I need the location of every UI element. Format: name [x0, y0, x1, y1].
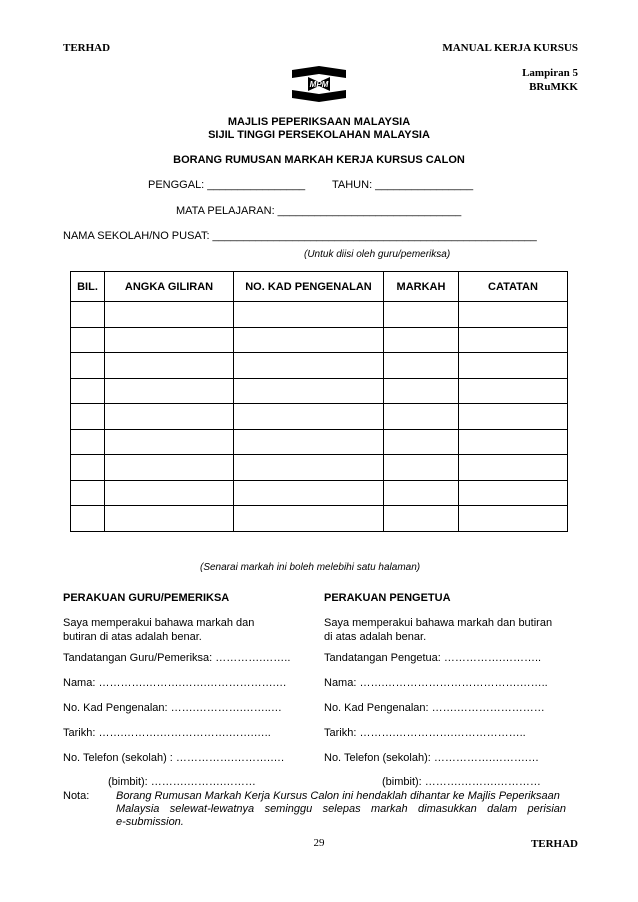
column-header-bil: BIL. — [71, 272, 105, 302]
table-cell[interactable] — [105, 455, 234, 481]
table-cell[interactable] — [105, 378, 234, 404]
table-cell[interactable] — [384, 429, 459, 455]
table-row — [71, 480, 568, 506]
teacher-phone-field[interactable]: No. Telefon (sekolah) : …………….……….…. — [63, 752, 285, 764]
table-cell[interactable] — [384, 378, 459, 404]
principal-ic-field[interactable]: No. Kad Pengenalan: …….…………………… — [324, 702, 545, 714]
principal-phone-field[interactable]: No. Telefon (sekolah): …………….……….… — [324, 752, 539, 764]
table-cell[interactable] — [384, 404, 459, 430]
teacher-declaration — [63, 592, 313, 788]
footer-right-label: TERHAD — [530, 838, 578, 850]
principal-signature-field[interactable]: Tandatangan Pengetua: …………….……….. — [324, 652, 542, 664]
table-cell[interactable] — [71, 404, 105, 430]
table-cell[interactable] — [384, 302, 459, 328]
page-number: 29 — [313, 837, 325, 849]
principal-declaration-title: PERAKUAN PENGETUA — [324, 592, 451, 604]
principal-statement-line-2: di atas adalah benar. — [324, 631, 427, 643]
note-text — [116, 790, 566, 829]
table-cell[interactable] — [105, 429, 234, 455]
fill-note: (Untuk diisi oleh guru/pemeriksa) — [304, 249, 451, 260]
column-header-angka-giliran: ANGKA GILIRAN — [105, 272, 234, 302]
table-cell[interactable] — [459, 327, 568, 353]
teacher-declaration-title: PERAKUAN GURU/PEMERIKSA — [63, 592, 230, 604]
table-cell[interactable] — [71, 353, 105, 379]
table-cell[interactable] — [105, 404, 234, 430]
table-header-row — [71, 272, 568, 302]
mpm-logo — [290, 64, 348, 104]
table-cell[interactable] — [459, 353, 568, 379]
table-cell[interactable] — [71, 378, 105, 404]
table-cell[interactable] — [71, 480, 105, 506]
table-row — [71, 353, 568, 379]
table-cell[interactable] — [105, 327, 234, 353]
appendix-code: BRuMKK — [529, 81, 578, 93]
table-cell[interactable] — [234, 455, 384, 481]
table-cell[interactable] — [71, 327, 105, 353]
table-cell[interactable] — [459, 302, 568, 328]
table-row — [71, 327, 568, 353]
penggal-field[interactable]: PENGGAL: ________________ — [148, 179, 306, 191]
table-cell[interactable] — [459, 404, 568, 430]
marks-table — [70, 271, 568, 532]
table-cell[interactable] — [384, 353, 459, 379]
principal-date-field[interactable]: Tarikh: ……….…………….……………….. — [324, 727, 526, 739]
note-line-1: Borang Rumusan Markah Kerja Kursus Calon ini hendaklah dihantar ke Majlis Peperiksaan — [116, 790, 560, 802]
note-line-3: e-submission. — [116, 816, 184, 828]
council-title: MAJLIS PEPERIKSAAN MALAYSIA — [227, 116, 411, 128]
logo-text: MPM — [309, 80, 329, 89]
table-cell[interactable] — [384, 455, 459, 481]
principal-statement-line-1: Saya memperakui bahawa markah dan butiran — [324, 617, 553, 629]
header-left-label: TERHAD — [63, 42, 111, 54]
teacher-name-field[interactable]: Nama: ………….……….…….……………….… — [63, 677, 287, 689]
teacher-mobile-field[interactable]: (bimbit): ……….……….……… — [108, 776, 256, 788]
table-row — [71, 455, 568, 481]
note-label: Nota: — [63, 790, 90, 802]
mata-pelajaran-field[interactable]: MATA PELAJARAN: ______________________________ — [176, 205, 462, 217]
table-cell[interactable] — [234, 506, 384, 532]
table-cell[interactable] — [234, 480, 384, 506]
table-cell[interactable] — [384, 480, 459, 506]
table-cell[interactable] — [71, 455, 105, 481]
appendix-label — [522, 66, 578, 94]
table-cell[interactable] — [234, 353, 384, 379]
table-row — [71, 302, 568, 328]
table-cell[interactable] — [459, 378, 568, 404]
table-cell[interactable] — [384, 506, 459, 532]
table-cell[interactable] — [234, 378, 384, 404]
table-cell[interactable] — [105, 353, 234, 379]
table-cell[interactable] — [71, 429, 105, 455]
table-cell[interactable] — [234, 327, 384, 353]
table-row — [71, 506, 568, 532]
column-header-catatan: CATATAN — [459, 272, 568, 302]
table-cell[interactable] — [71, 506, 105, 532]
table-cell[interactable] — [234, 429, 384, 455]
table-cell[interactable] — [459, 506, 568, 532]
column-header-no-kad-pengenalan: NO. KAD PENGENALAN — [234, 272, 384, 302]
teacher-statement-line-1: Saya memperakui bahawa markah dan — [63, 617, 255, 629]
tahun-field[interactable]: TAHUN: ________________ — [332, 179, 474, 191]
table-cell[interactable] — [234, 302, 384, 328]
table-cell[interactable] — [234, 404, 384, 430]
table-row — [71, 378, 568, 404]
principal-mobile-field[interactable]: (bimbit): ……….……….………… — [382, 776, 541, 788]
certificate-title: SIJIL TINGGI PERSEKOLAHAN MALAYSIA — [208, 129, 430, 141]
table-row — [71, 404, 568, 430]
table-cell[interactable] — [459, 455, 568, 481]
table-footnote: (Senarai markah ini boleh melebihi satu halaman) — [200, 562, 421, 573]
form-title: BORANG RUMUSAN MARKAH KERJA KURSUS CALON — [173, 154, 465, 166]
teacher-date-field[interactable]: Tarikh: …….……….……………….…….….. — [63, 727, 271, 739]
column-header-markah: MARKAH — [384, 272, 459, 302]
table-cell[interactable] — [71, 302, 105, 328]
table-row — [71, 429, 568, 455]
table-cell[interactable] — [105, 302, 234, 328]
table-cell[interactable] — [459, 480, 568, 506]
table-cell[interactable] — [105, 506, 234, 532]
table-cell[interactable] — [384, 327, 459, 353]
principal-name-field[interactable]: Nama: …….……………………………….…….. — [324, 677, 548, 689]
nama-sekolah-field[interactable]: NAMA SEKOLAH/NO PUSAT: _____________________________________________________ — [63, 230, 537, 242]
table-cell[interactable] — [459, 429, 568, 455]
table-cell[interactable] — [105, 480, 234, 506]
note-line-2: Malaysia selewat-lewatnya seminggu selepas markah dimasukkan dalam perisian — [116, 803, 566, 815]
appendix-number: Lampiran 5 — [522, 67, 578, 79]
header-right-label: MANUAL KERJA KURSUS — [442, 42, 578, 54]
principal-declaration — [324, 592, 574, 788]
teacher-ic-field[interactable]: No. Kad Pengenalan: …….………….……..… — [63, 702, 282, 714]
teacher-statement-line-2: butiran di atas adalah benar. — [63, 631, 202, 643]
teacher-signature-field[interactable]: Tandatangan Guru/Pemeriksa: ………….…….. — [63, 652, 291, 664]
